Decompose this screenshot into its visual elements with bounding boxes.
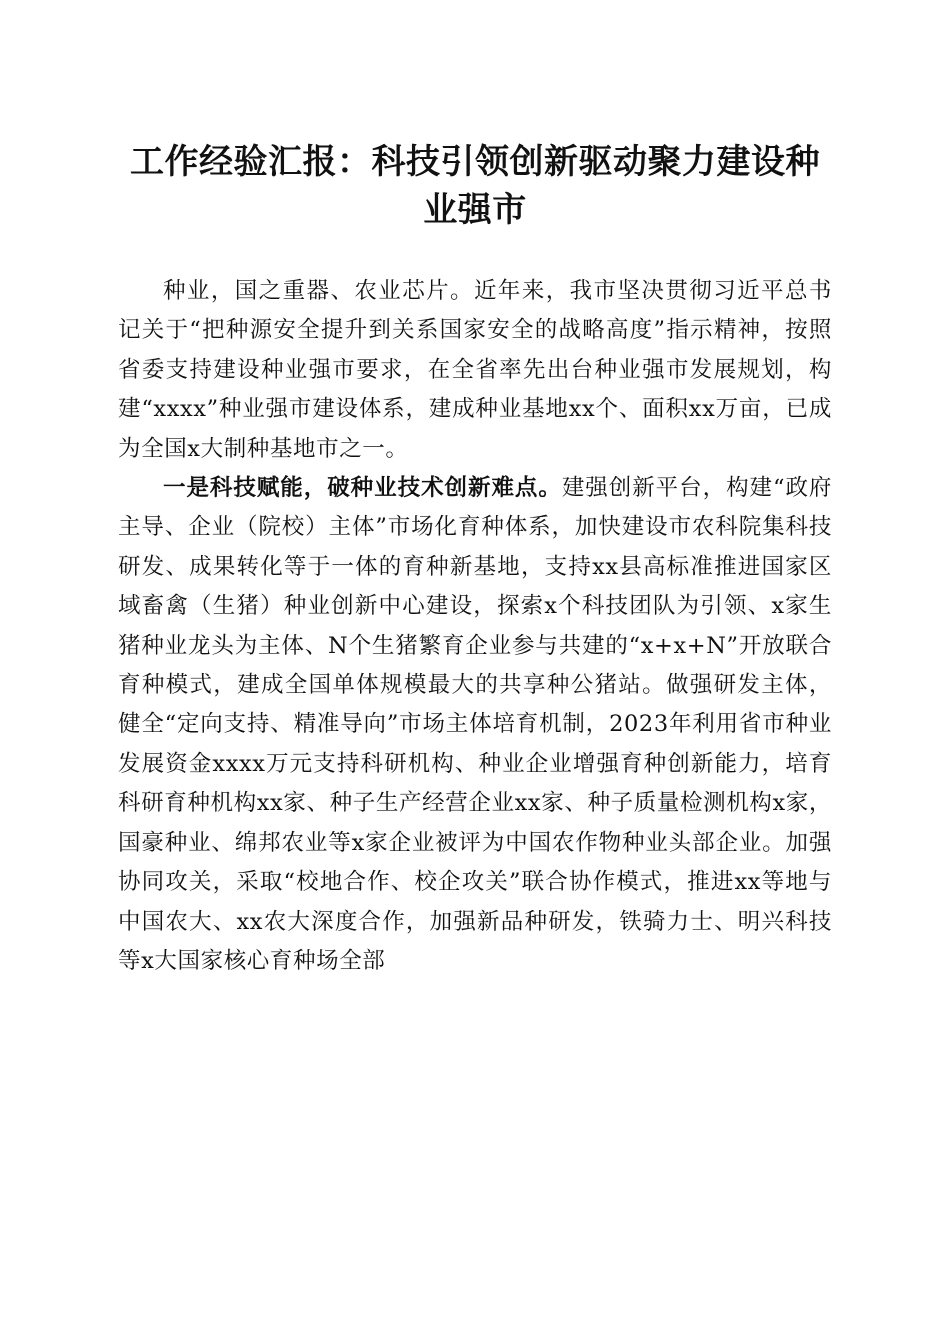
paragraph-technology-text: 建强创新平台，构建“政府主导、企业（院校）主体”市场化育种体系，加快建设市农科院集科技研发、成果转化等于一体的育种新基地，支持xx县高标准推进国家区域畜禽（生猪）种业创新中心建设，探索x个科技团队为引领、x家生猪种业龙头为主体、N个生猪繁育企业参与共建的“x+x+N”开放联合育种模式，建成全国单体规模最大的共享种公猪站。做强研发主体，健全“定向支持、精准导向”市场主体培育机制，2023年利用省市种业发展资金xxxx万元支持科研机构、种业企业增强育种创新能力，培育科研育种机构xx家、种子生产经营企业xx家、种子质量检测机构x家，国豪种业、绵邦农业等x家企业被评为中国农作物种业头部企业。加强协同攻关，采取“校地合作、校企攻关”联合协作模式，推进xx等地与中国农大、xx农大深度合作，加强新品种研发，铁骑力士、明兴科技等x大国家核心育种场全部 xyxy=(118,475,833,974)
paragraph-intro xyxy=(118,272,832,469)
paragraph-technology-lead: 一是科技赋能，破种业技术创新难点。 xyxy=(163,475,562,502)
paragraph-technology xyxy=(118,469,832,981)
document-body xyxy=(118,272,832,981)
document-title: 工作经验汇报：科技引领创新驱动聚力建设种业强市 xyxy=(130,142,820,230)
paragraph-intro-text: 种业，国之重器、农业芯片。近年来，我市坚决贯彻习近平总书记关于“把种源安全提升到关系国家安全的战略高度”指示精神，按照省委支持建设种业强市要求，在全省率先出台种业强市发展规划，构建“xxxx”种业强市建设体系，建成种业基地xx个、面积xx万亩，已成为全国x大制种基地市之一。 xyxy=(118,278,832,462)
